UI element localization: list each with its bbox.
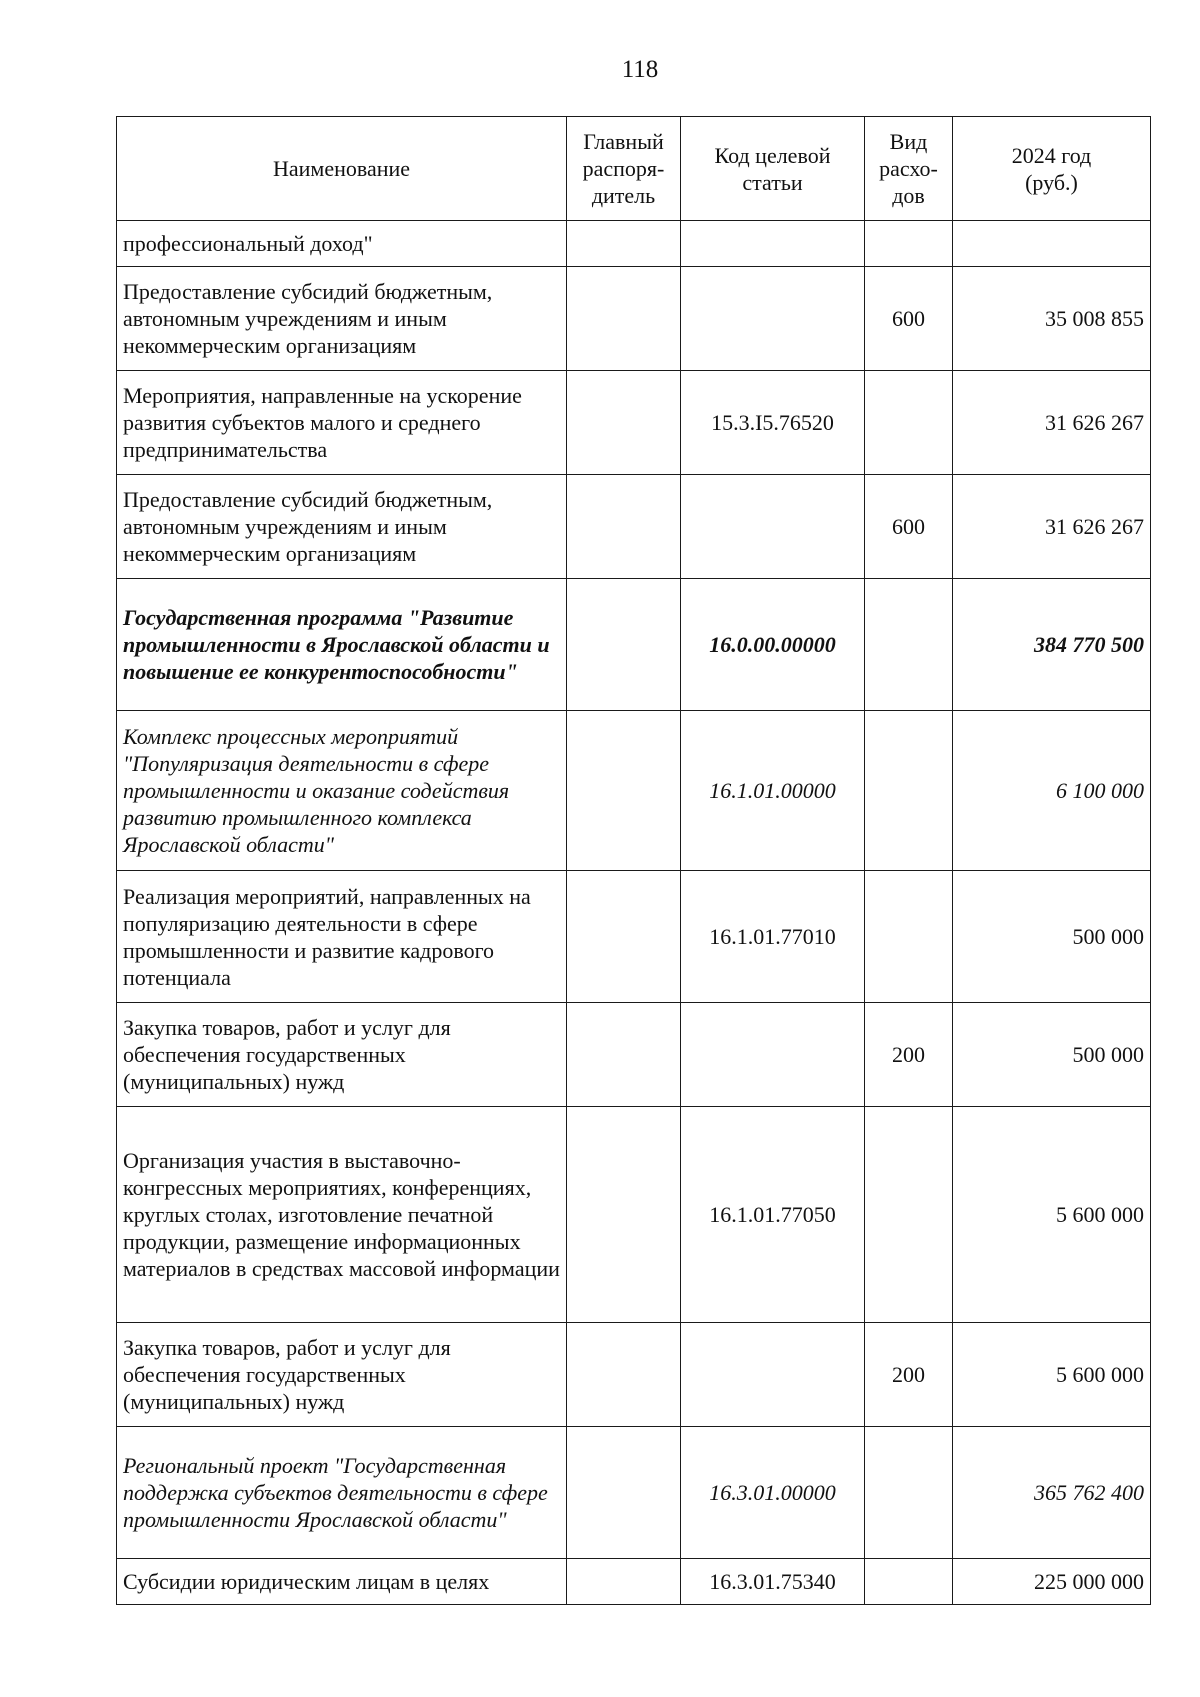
table-row xyxy=(117,1323,1151,1427)
name-cell: Мероприятия, направленные на ускорение развития субъектов малого и среднего предпринимательства xyxy=(117,371,567,475)
code-cell: 16.1.01.00000 xyxy=(681,711,865,871)
table-row xyxy=(117,711,1151,871)
table-row xyxy=(117,475,1151,579)
name-cell: Организация участия в выставочно-конгрессных мероприятиях, конференциях, круглых столах, изготовление печатной продукции, размещение информационных материалов в средствах массовой информации xyxy=(117,1107,567,1323)
amount-cell: 35 008 855 xyxy=(953,267,1151,371)
chief-cell xyxy=(567,579,681,711)
kind-cell: 600 xyxy=(865,475,953,579)
kind-cell: 200 xyxy=(865,1003,953,1107)
budget-table xyxy=(116,116,1151,1605)
header-name: Наименование xyxy=(117,117,567,221)
amount-cell xyxy=(953,221,1151,267)
kind-cell xyxy=(865,871,953,1003)
name-cell: Закупка товаров, работ и услуг для обеспечения государственных (муниципальных) нужд xyxy=(117,1003,567,1107)
chief-cell xyxy=(567,1107,681,1323)
table-row xyxy=(117,221,1151,267)
code-cell: 16.3.01.75340 xyxy=(681,1559,865,1605)
kind-cell xyxy=(865,221,953,267)
kind-cell xyxy=(865,1107,953,1323)
kind-cell xyxy=(865,1427,953,1559)
chief-cell xyxy=(567,1559,681,1605)
amount-cell: 5 600 000 xyxy=(953,1323,1151,1427)
table-body xyxy=(117,221,1151,1605)
amount-cell: 31 626 267 xyxy=(953,371,1151,475)
name-cell: Государственная программа "Развитие промышленности в Ярославской области и повышение ее конкурентоспособности" xyxy=(117,579,567,711)
table-row xyxy=(117,1427,1151,1559)
code-cell: 16.3.01.00000 xyxy=(681,1427,865,1559)
amount-cell: 500 000 xyxy=(953,1003,1151,1107)
name-cell: профессиональный доход" xyxy=(117,221,567,267)
chief-cell xyxy=(567,1427,681,1559)
chief-cell xyxy=(567,871,681,1003)
kind-cell xyxy=(865,371,953,475)
table-row xyxy=(117,371,1151,475)
chief-cell xyxy=(567,1003,681,1107)
amount-cell: 6 100 000 xyxy=(953,711,1151,871)
chief-cell xyxy=(567,475,681,579)
amount-cell: 31 626 267 xyxy=(953,475,1151,579)
name-cell: Предоставление субсидий бюджетным, автономным учреждениям и иным некоммерческим организациям xyxy=(117,267,567,371)
chief-cell xyxy=(567,267,681,371)
name-cell: Реализация мероприятий, направленных на популяризацию деятельности в сфере промышленности и развитие кадрового потенциала xyxy=(117,871,567,1003)
code-cell: 16.1.01.77050 xyxy=(681,1107,865,1323)
code-cell xyxy=(681,1323,865,1427)
table-row xyxy=(117,1107,1151,1323)
code-cell xyxy=(681,1003,865,1107)
name-cell: Субсидии юридическим лицам в целях xyxy=(117,1559,567,1605)
code-cell: 16.0.00.00000 xyxy=(681,579,865,711)
table-row xyxy=(117,1559,1151,1605)
code-cell xyxy=(681,475,865,579)
header-kind: Вид расхо- дов xyxy=(865,117,953,221)
name-cell: Предоставление субсидий бюджетным, автономным учреждениям и иным некоммерческим организациям xyxy=(117,475,567,579)
table-row xyxy=(117,267,1151,371)
code-cell xyxy=(681,221,865,267)
header-row xyxy=(117,117,1151,221)
amount-cell: 500 000 xyxy=(953,871,1151,1003)
code-cell: 16.1.01.77010 xyxy=(681,871,865,1003)
name-cell: Региональный проект "Государственная поддержка субъектов деятельности в сфере промышленности Ярославской области" xyxy=(117,1427,567,1559)
table-row xyxy=(117,871,1151,1003)
kind-cell xyxy=(865,711,953,871)
amount-cell: 5 600 000 xyxy=(953,1107,1151,1323)
chief-cell xyxy=(567,711,681,871)
chief-cell xyxy=(567,371,681,475)
amount-cell: 384 770 500 xyxy=(953,579,1151,711)
chief-cell xyxy=(567,221,681,267)
chief-cell xyxy=(567,1323,681,1427)
header-chief: Главный распоря- дитель xyxy=(567,117,681,221)
kind-cell: 200 xyxy=(865,1323,953,1427)
code-cell: 15.3.I5.76520 xyxy=(681,371,865,475)
amount-cell: 225 000 000 xyxy=(953,1559,1151,1605)
page-number: 118 xyxy=(621,56,659,83)
amount-cell: 365 762 400 xyxy=(953,1427,1151,1559)
code-cell xyxy=(681,267,865,371)
header-year: 2024 год (руб.) xyxy=(953,117,1151,221)
table-row xyxy=(117,1003,1151,1107)
kind-cell: 600 xyxy=(865,267,953,371)
kind-cell xyxy=(865,579,953,711)
name-cell: Комплекс процессных мероприятий "Популяризация деятельности в сфере промышленности и оказание содействия развитию промышленного комплекса Ярославской области" xyxy=(117,711,567,871)
table-row xyxy=(117,579,1151,711)
kind-cell xyxy=(865,1559,953,1605)
header-code: Код целевой статьи xyxy=(681,117,865,221)
name-cell: Закупка товаров, работ и услуг для обеспечения государственных (муниципальных) нужд xyxy=(117,1323,567,1427)
